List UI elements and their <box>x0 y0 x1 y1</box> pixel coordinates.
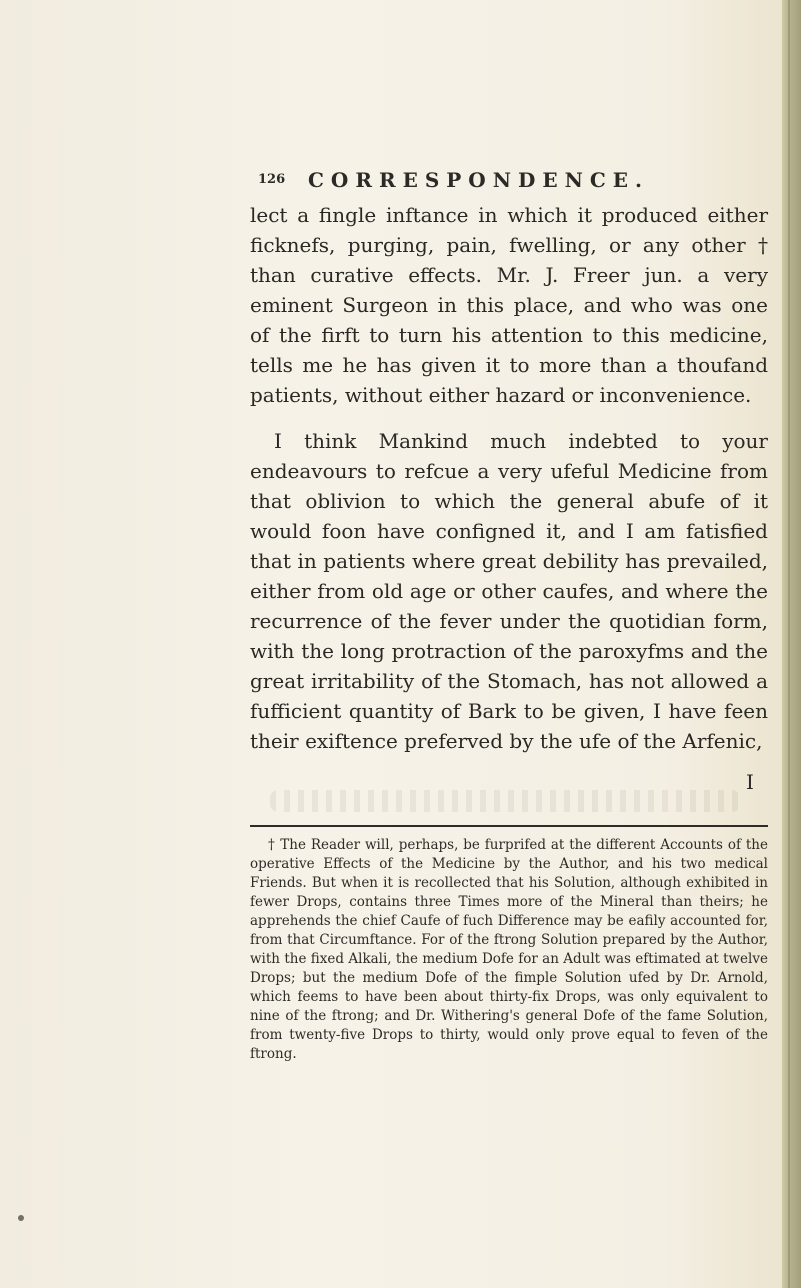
running-head: CORRESPONDENCE. <box>308 168 650 192</box>
page-number: 126 <box>258 172 286 187</box>
page-edge-line <box>788 0 790 1288</box>
catchword: I <box>746 770 754 794</box>
body-text <box>250 200 768 756</box>
paragraph-1: lect a fingle inftance in which it produced either ficknefs, purging, pain, fwelling, or any other † than curative effects. Mr. J. Freer jun. a very eminent Surgeon in this place, and who was one of the firft to turn his attention to this medicine, tells me he has given it to more than a thoufand patients, without either hazard or inconvenience. <box>250 203 768 407</box>
page-edge <box>782 0 801 1288</box>
show-through-stain <box>270 790 740 812</box>
ink-spot <box>18 1215 24 1221</box>
paragraph-2: I think Mankind much indebted to your endeavours to refcue a very ufeful Medicine from that oblivion to which the general abufe of it would foon have configned it, and I am fatisfied that in patients where great debility has prevailed, either from old age or other caufes, and where the recurrence of the fever under the quotidian form, with the long protraction of the paroxyfms and the great irritability of the Stomach, has not allowed a fufficient quantity of Bark to be given, I have feen their exiftence preferved by the ufe of the Arfenic, <box>250 429 768 753</box>
footnote: † The Reader will, perhaps, be furprifed at the different Accounts of the operative Effects of the Medicine by the Author, and his two medical Friends. But when it is recollected that his Solution, although exhibited in fewer Drops, contains three Times more of the Mineral than theirs; he apprehends the chief Caufe of fuch Difference may be eafily accounted for, from that Circumftance. For of the ftrong Solution prepared by the Author, with the fixed Alkali, the medium Dofe for an Adult was eftimated at twelve Drops; but the medium Dofe of the fimple Solution ufed by Dr. Arnold, which feems to have been about thirty-fix Drops, was only equivalent to nine of the ftrong; and Dr. Withering's general Dofe of the fame Solution, from twenty-five Drops to thirty, would only prove equal to feven of the ftrong. <box>250 837 768 1062</box>
footnote-rule <box>250 825 768 827</box>
